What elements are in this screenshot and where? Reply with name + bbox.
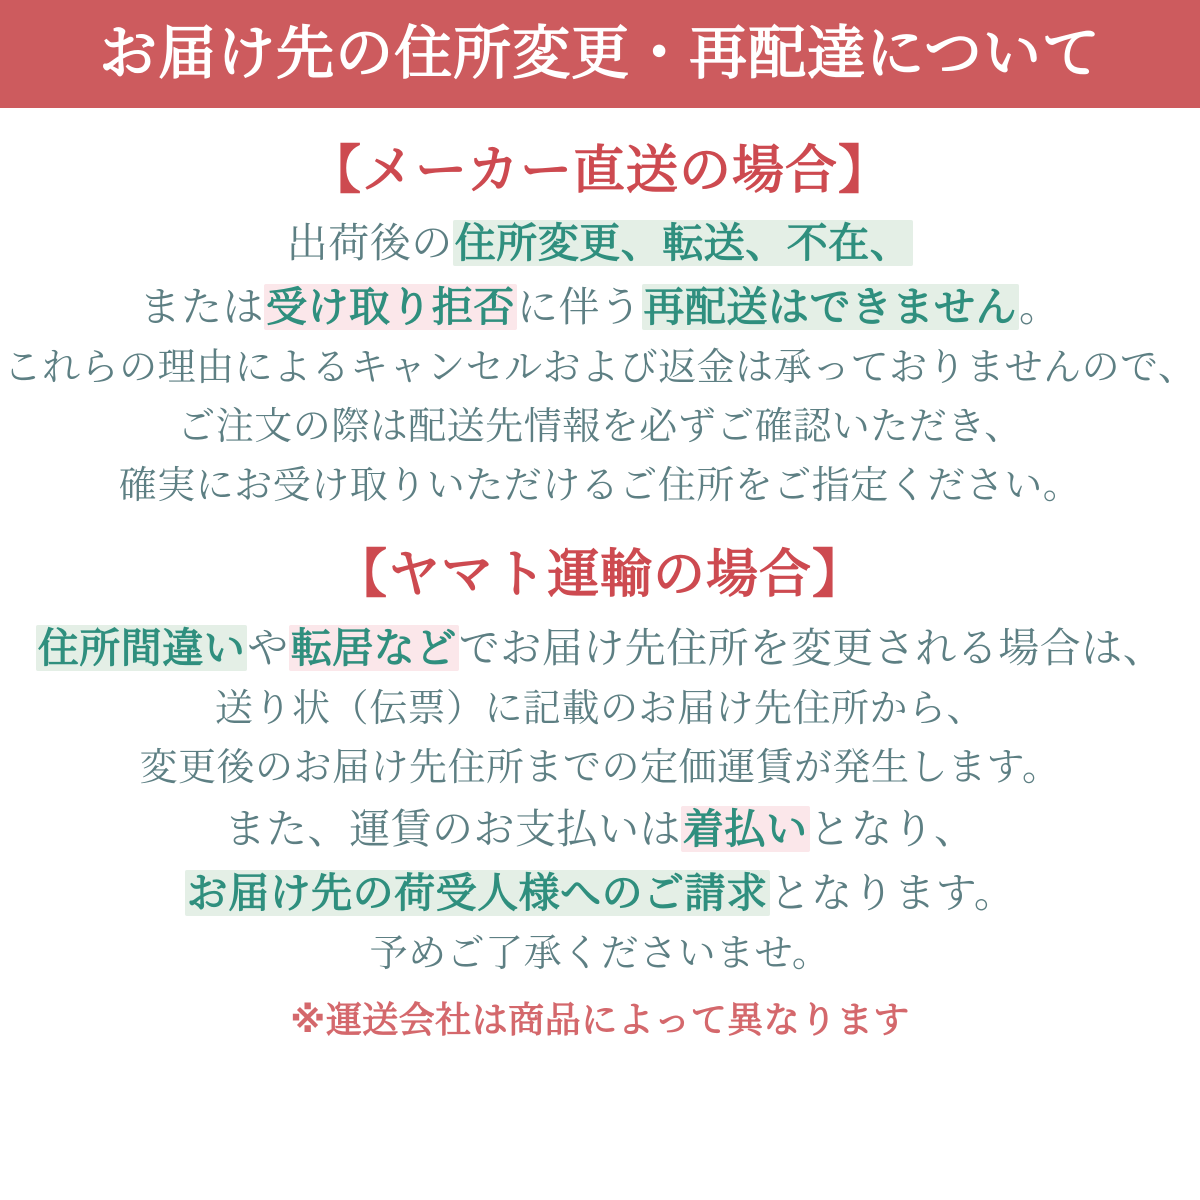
line-highlight: 受け取り拒否 xyxy=(266,283,515,330)
notice-line: ご注文の際は配送先情報を必ずご確認いただき、 xyxy=(177,406,1023,449)
line-highlight: 着払い xyxy=(683,806,808,853)
line-highlight: 転居など xyxy=(290,624,457,671)
section-lines-yamato xyxy=(0,619,1200,983)
line-highlight: 再配送はできません xyxy=(643,283,1017,330)
notice-line: 送り状（伝票）に記載のお届け先住所から、 xyxy=(214,687,985,730)
notice-line xyxy=(0,214,1200,273)
section-lines-maker-direct xyxy=(0,214,1200,514)
notice-line: 変更後のお届け先住所までの定価運賃が発生します。 xyxy=(139,747,1061,790)
line-text: や xyxy=(247,624,289,671)
notice-line xyxy=(0,278,1200,337)
notice-line: 予めご了承くださいませ。 xyxy=(369,933,831,976)
page-title: お届け先の住所変更・再配達について xyxy=(99,21,1101,86)
line-text: 。 xyxy=(1019,283,1061,330)
notice-line xyxy=(0,619,1200,678)
line-text: 出荷後の xyxy=(286,220,453,267)
notice-line xyxy=(0,800,1200,859)
notice-body xyxy=(0,108,1200,1043)
line-text: に伴う xyxy=(517,283,642,330)
line-text: となります。 xyxy=(769,869,1016,916)
line-highlight: 住所間違い xyxy=(37,624,246,671)
line-highlight: 住所変更、転送、不在、 xyxy=(454,220,912,267)
line-text: となり、 xyxy=(809,806,976,853)
line-highlight: お届け先の荷受人様へのご請求 xyxy=(186,869,768,916)
notice-line: 確実にお受け取りいただけるご住所をご指定ください。 xyxy=(118,465,1082,508)
section-heading-maker-direct: 【メーカー直送の場合】 xyxy=(309,142,891,200)
line-text: でお届け先住所を変更される場合は、 xyxy=(458,624,1165,671)
notice-line: これらの理由によるキャンセルおよび返金は承っておりませんので、 xyxy=(3,347,1197,390)
line-text: または xyxy=(139,283,264,330)
section-heading-yamato: 【ヤマト運輸の場合】 xyxy=(334,546,865,605)
carrier-note: ※運送会社は商品によって異なります xyxy=(290,999,910,1041)
line-text: また、運賃のお支払いは xyxy=(224,806,681,853)
notice-line xyxy=(0,864,1200,923)
header-band xyxy=(0,0,1200,108)
